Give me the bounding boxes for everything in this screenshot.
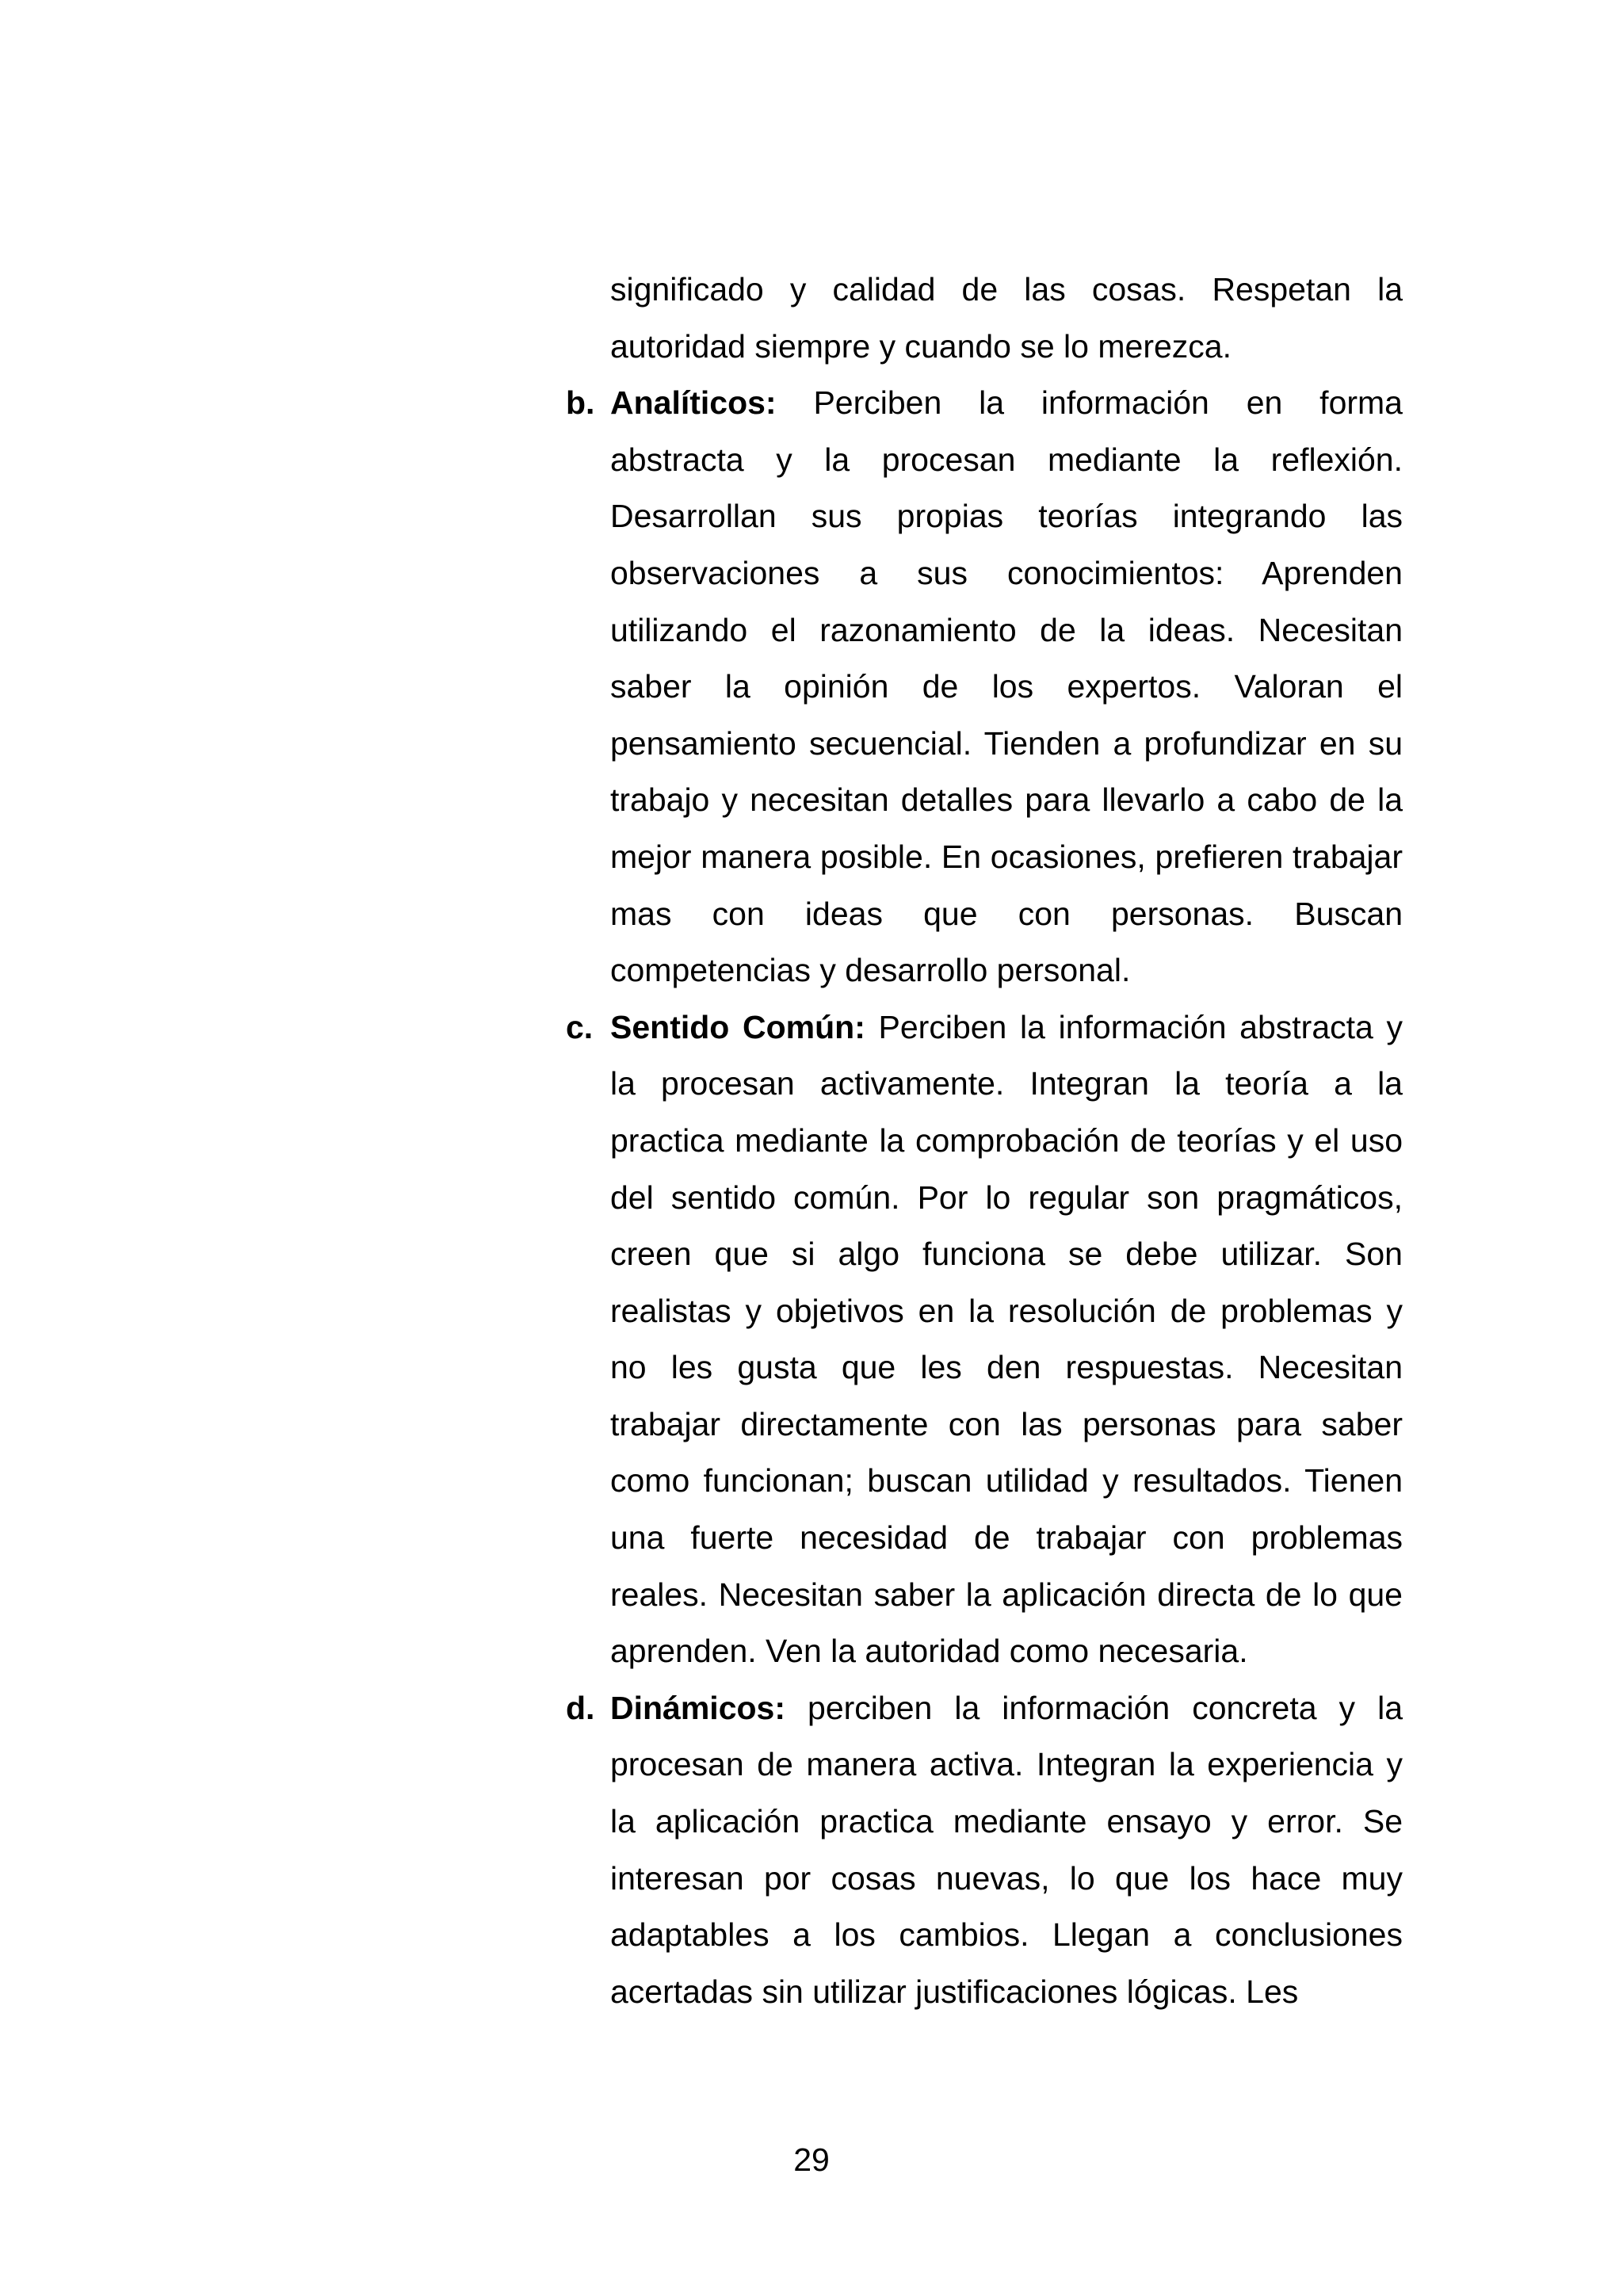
list-item-text: Perciben la información en forma abstracta y la procesan mediante la reflexión. Desarrollan sus propias teorías integrando las observaciones a sus conocimientos: Aprenden utilizando el razonamiento de la ideas. Necesitan saber la opinión de los expertos. Valoran el pensamiento secuencial. Tienden a profundizar en su trabajo y necesitan detalles para llevarlo a cabo de la mejor manera posible. En ocasiones, prefieren trabajar mas con ideas que con personas. Buscan competencias y desarrollo personal.	[610, 384, 1403, 989]
list-term: Analíticos:	[610, 384, 777, 422]
continuation-paragraph	[555, 262, 1403, 375]
list-term: Sentido Común:	[610, 1008, 865, 1045]
list-item-sentido-comun	[555, 999, 1403, 1680]
list-item-text: Perciben la información abstracta y la procesan activamente. Integran la teoría a la practica mediante la comprobación de teorías y el uso del sentido común. Por lo regular son pragmáticos, creen que si algo funciona se debe utilizar. Son realistas y objetivos en la resolución de problemas y no les gusta que les den respuestas. Necesitan trabajar directamente con las personas para saber como funcionan; buscan utilidad y resultados. Tienen una fuerte necesidad de trabajar con problemas reales. Necesitan saber la aplicación directa de lo que aprenden. Ven la autoridad como necesaria.	[610, 1008, 1403, 1670]
continuation-text: significado y calidad de las cosas. Respetan la autoridad siempre y cuando se lo merezca.	[610, 271, 1403, 365]
list-item-analiticos	[555, 375, 1403, 999]
list-marker: b.	[566, 384, 595, 422]
list-item-text: perciben la información concreta y la procesan de manera activa. Integran la experiencia y la aplicación practica mediante ensayo y error. Se interesan por cosas nuevas, lo que los hace muy adaptables a los cambios. Llegan a conclusiones acertadas sin utilizar justificaciones lógicas. Les	[610, 1689, 1403, 2010]
list-marker: c.	[566, 1008, 594, 1045]
page-number: 29	[793, 2141, 830, 2178]
list-term: Dinámicos:	[610, 1689, 785, 1726]
body-text	[555, 262, 1403, 2020]
list-item-dinamicos	[555, 1680, 1403, 2021]
list-marker: d.	[566, 1689, 595, 1726]
